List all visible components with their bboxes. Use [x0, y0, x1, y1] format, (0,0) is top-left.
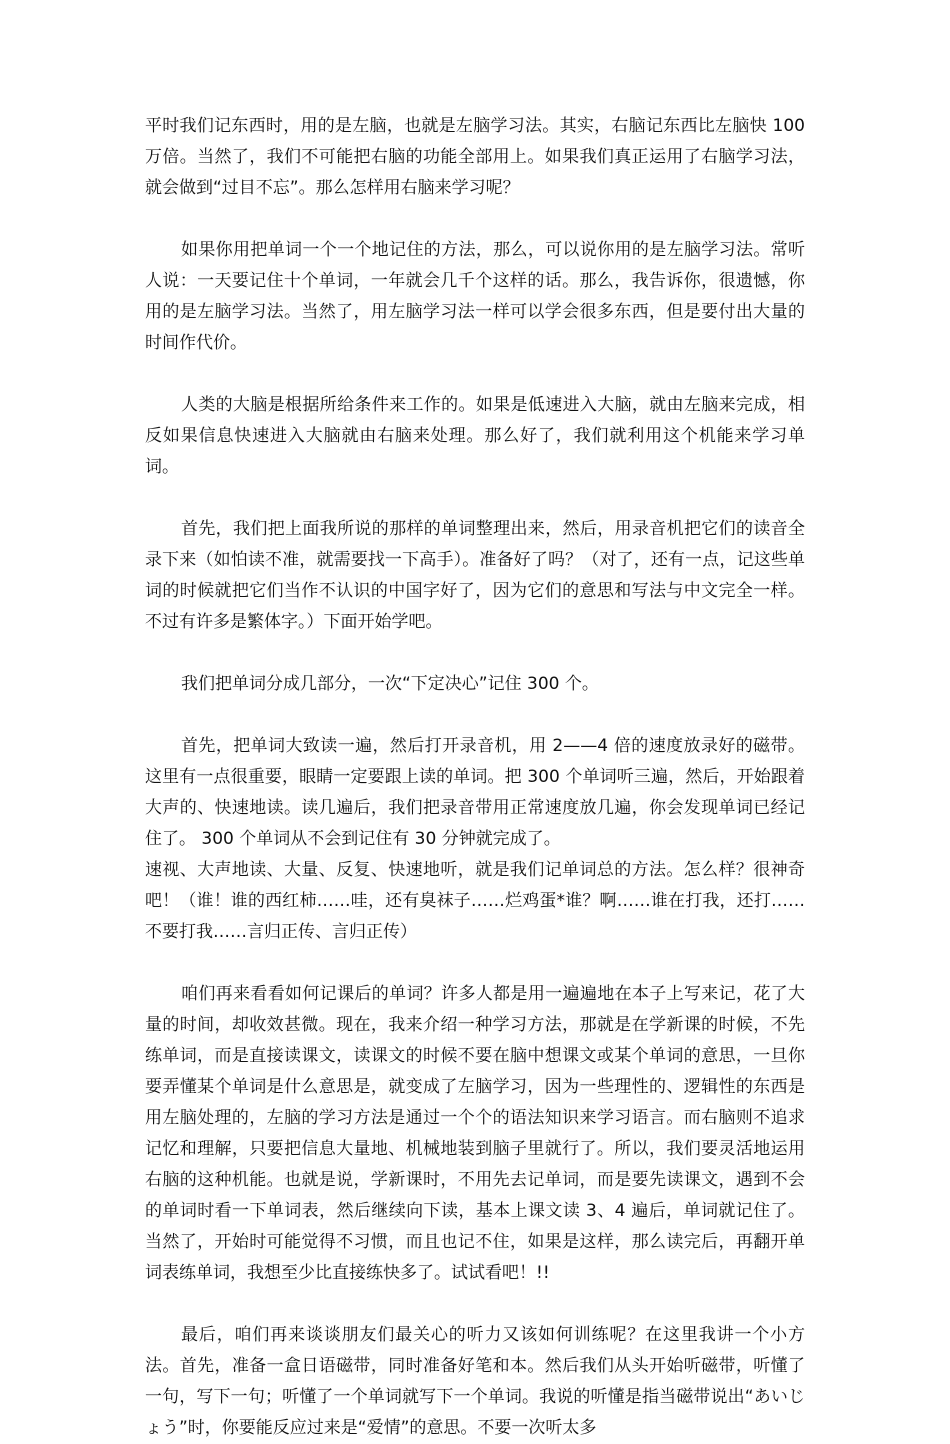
document-body — [145, 111, 805, 1444]
paragraph-3: 人类的大脑是根据所给条件来工作的。如果是低速进入大脑，就由左脑来完成，相反如果信息快速进入大脑就由右脑来处理。那么好了，我们就利用这个机能来学习单词。 — [145, 395, 805, 477]
paragraph-7: 速视、大声地读、大量、反复、快速地听，就是我们记单词总的方法。怎么样？很神奇吧！（谁！谁的西红柿……哇，还有臭袜子……烂鸡蛋*谁？啊……谁在打我，还打……不要打我……言归正传、言归正传） — [145, 860, 805, 942]
paragraph-2: 如果你用把单词一个一个地记住的方法，那么，可以说你用的是左脑学习法。常听人说：一天要记住十个单词，一年就会几千个这样的话。那么，我告诉你，很遗憾，你用的是左脑学习法。当然了，用左脑学习法一样可以学会很多东西，但是要付出大量的时间作代价。 — [145, 240, 805, 353]
paragraph-9: 最后，咱们再来谈谈朋友们最关心的听力又该如何训练呢？在这里我讲一个小方法。首先，准备一盒日语磁带，同时准备好笔和本。然后我们从头开始听磁带，听懂了一句，写下一句；听懂了一个单词就写下一个单词。我说的听懂是指当磁带说出“あいじょう”时，你要能反应过来是“爱情”的意思。不要一次听太多 — [145, 1325, 805, 1438]
paragraph-5: 我们把单词分成几部分，一次“下定决心”记住 300 个。 — [181, 674, 599, 694]
paragraph-4: 首先，我们把上面我所说的那样的单词整理出来，然后，用录音机把它们的读音全录下来（如怕读不准，就需要找一下高手）。准备好了吗？（对了，还有一点，记这些单词的时候就把它们当作不认识的中国字好了，因为它们的意思和写法与中文完全一样。不过有许多是繁体字。）下面开始学吧。 — [145, 519, 805, 632]
paragraph-6: 首先，把单词大致读一遍，然后打开录音机，用 2——4 倍的速度放录好的磁带。这里有一点很重要，眼睛一定要跟上读的单词。把 300 个单词听三遍，然后，开始跟着大声的、快速地读。读几遍后，我们把录音带用正常速度放几遍，你会发现单词已经记住了。 300 个单词从不会到记住有 30 分钟就完成了。 — [145, 736, 805, 849]
paragraph-8: 咱们再来看看如何记课后的单词？许多人都是用一遍遍地在本子上写来记，花了大量的时间，却收效甚微。现在，我来介绍一种学习方法，那就是在学新课的时候，不先练单词，而是直接读课文，读课文的时候不要在脑中想课文或某个单词的意思，一旦你要弄懂某个单词是什么意思是，就变成了左脑学习，因为一些理性的、逻辑性的东西是用左脑处理的，左脑的学习方法是通过一个个的语法知识来学习语言。而右脑则不追求记忆和理解，只要把信息大量地、机械地装到脑子里就行了。所以，我们要灵活地运用右脑的这种机能。也就是说，学新课时，不用先去记单词，而是要先读课文，遇到不会的单词时看一下单词表，然后继续向下读，基本上课文读 3、4 遍后，单词就记住了。当然了，开始时可能觉得不习惯，而且也记不住，如果是这样，那么读完后，再翻开单词表练单词，我想至少比直接练快多了。试试看吧！!! — [145, 984, 805, 1283]
paragraph-1: 平时我们记东西时，用的是左脑，也就是左脑学习法。其实，右脑记东西比左脑快 100 万倍。当然了，我们不可能把右脑的功能全部用上。如果我们真正运用了右脑学习法，就会做到“过目不忘”。那么怎样用右脑来学习呢？ — [145, 116, 805, 198]
